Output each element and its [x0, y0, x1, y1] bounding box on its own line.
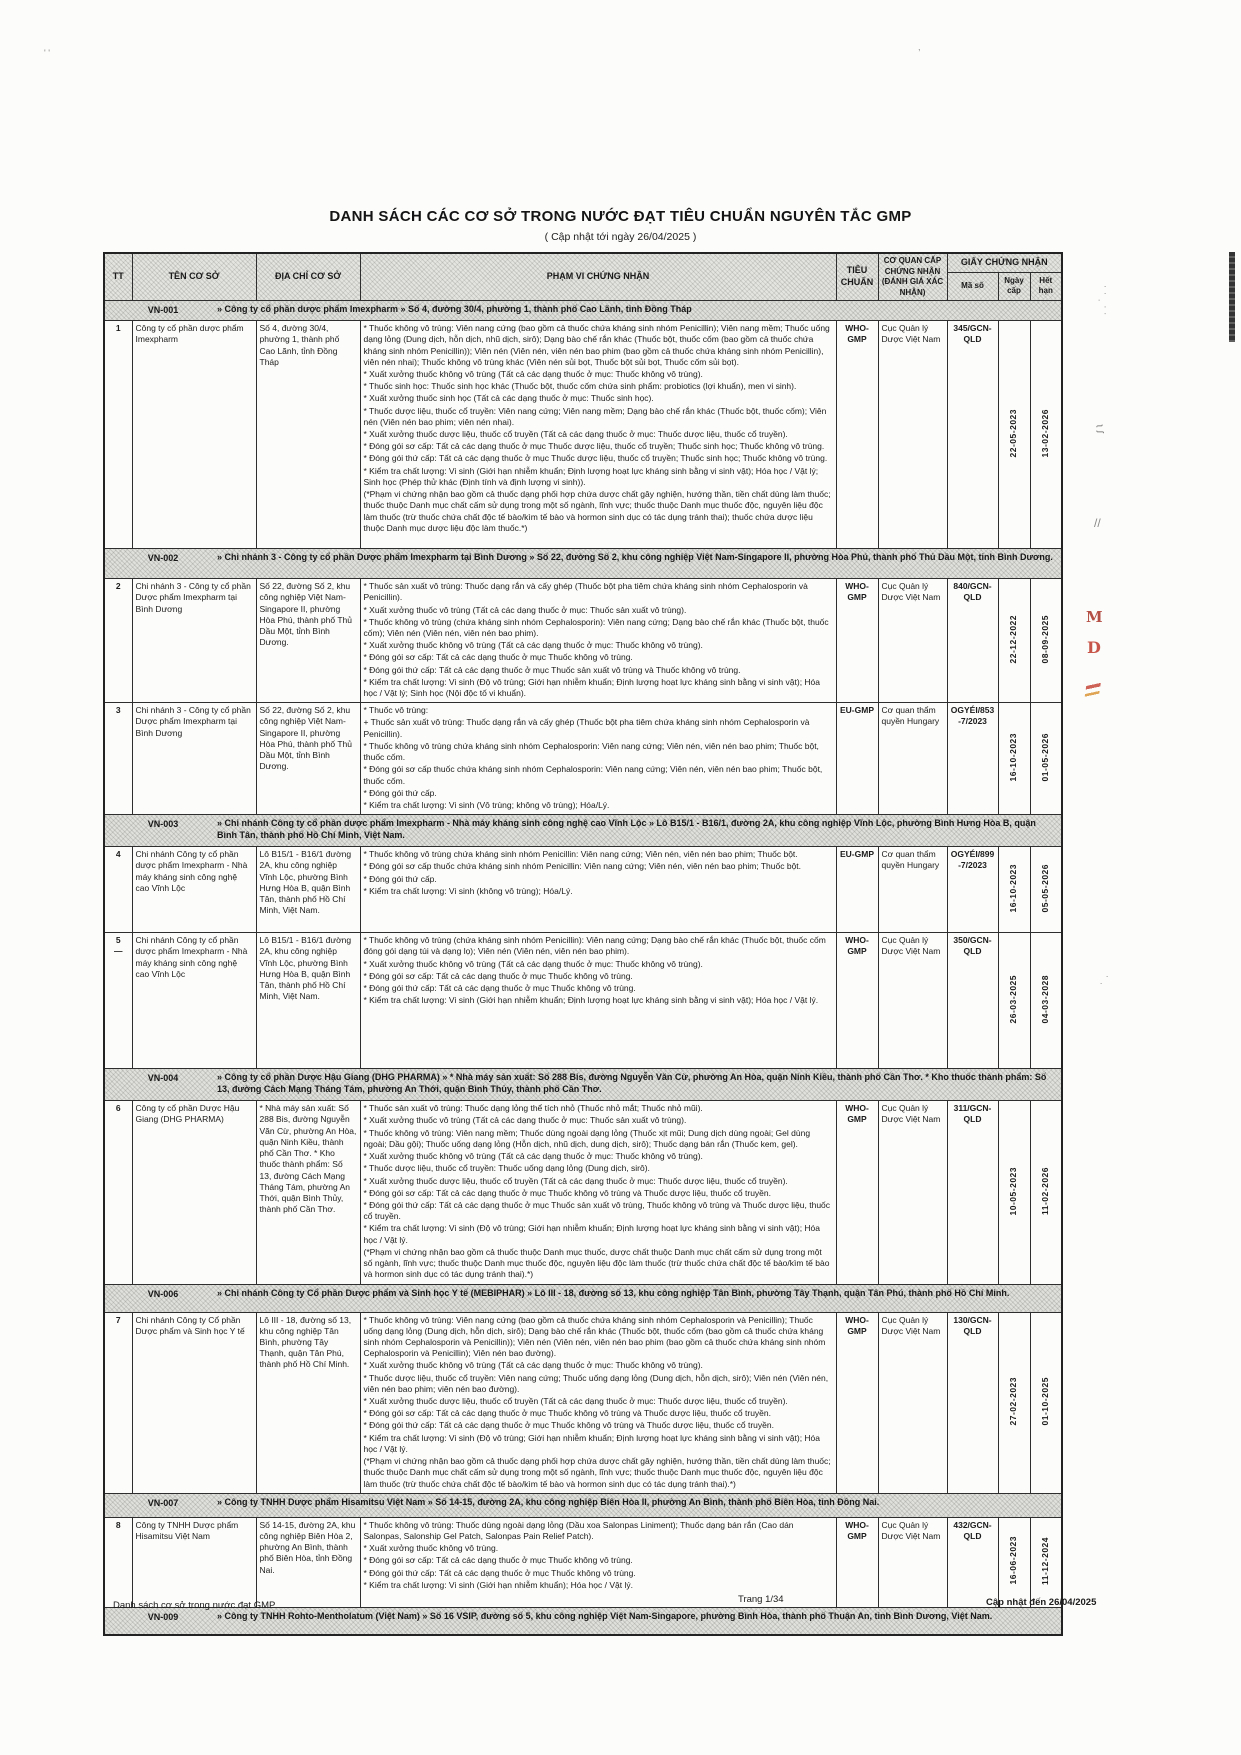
certificate-code-cell: 130/GCN-QLD: [947, 1312, 998, 1493]
facility-address-cell: Số 22, đường Số 2, khu công nghiệp Việt Nam-Singapore II, phường Hòa Phú, thành phố Thủ Dầu Một, tỉnh Bình Dương.: [256, 579, 360, 703]
scan-speck-artifact: ʹ ʹ: [44, 48, 50, 58]
issued-date-cell: [998, 1101, 1030, 1284]
scope-line: * Kiểm tra chất lượng: Vi sinh (Giới hạn nhiễm khuẩn; Định lượng hoạt lực kháng sinh bằng vi sinh vật); Hóa học / Vật lý.: [363, 995, 819, 1006]
facility-name-cell: Công ty cổ phần dược phẩm Imexpharm: [132, 321, 256, 549]
expiry-date-text: 13-02-2026: [1040, 408, 1051, 458]
authority-cell: Cơ quan thẩm quyền Hungary: [878, 703, 947, 815]
scope-line: * Đóng gói sơ cấp: Tất cả các dạng thuốc ở mục Thuốc không vô trùng và Thuốc dược liệu, thuốc cổ truyền.: [363, 1187, 772, 1198]
scope-line: * Đóng gói thứ cấp: Tất cả các dạng thuốc ở mục Thuốc không vô trùng.: [363, 983, 636, 994]
section-code: VN-009: [147, 1611, 179, 1622]
section-title: » Chi nhánh Công ty cổ phần dược phẩm Imexpharm - Nhà máy kháng sinh công nghệ cao Vĩnh Lộc » Lô B15/1 - B16/1, đường 2A, khu công nghiệp Vĩnh Lộc, phường Bình Hưng Hòa B, quận Bình Tân, thành phố Hồ Chí Minh, Việt Nam.: [217, 818, 1036, 841]
issued-date-text: 26-03-2025: [1008, 974, 1019, 1024]
section-band-cell: [104, 1493, 1062, 1517]
header-cert-expiry: Hết hạn: [1030, 272, 1062, 301]
header-name: TÊN CƠ SỞ: [132, 253, 256, 301]
scope-line: * Kiểm tra chất lượng: Vi sinh (không vô trùng); Hóa/Lý.: [363, 885, 573, 896]
facility-number-cell: 7: [104, 1312, 132, 1493]
issued-date-text: 16-06-2023: [1008, 1536, 1019, 1585]
section-band-inner: [109, 552, 1057, 565]
issued-date-cell: [998, 1517, 1030, 1607]
scope-line: * Xuất xưởng thuốc dược liệu, thuốc cổ truyền (Tất cả các dạng thuốc ở mục: Thuốc dược liệu, thuốc cổ truyền).: [363, 429, 788, 440]
scope-line: * Đóng gói thứ cấp: Tất cả các dạng thuốc ở mục Thuốc sản xuất vô trùng và Thuốc không vô trùng.: [363, 664, 741, 675]
header-cert-code: Mã số: [947, 272, 998, 301]
certification-scope-cell: [360, 1312, 836, 1493]
section-band-cell: [104, 1069, 1062, 1101]
facility-number-mark: —: [114, 946, 123, 957]
facility-name-cell: Chi nhánh 3 - Công ty cổ phần Dược phẩm Imexpharm tại Bình Dương: [132, 703, 256, 815]
section-code: VN-007: [147, 1497, 179, 1508]
certificate-code-cell: 350/GCN-QLD: [947, 933, 998, 1069]
scope-line: * Kiểm tra chất lượng: Vi sinh (Độ vô trùng; Giới hạn nhiễm khuẩn; Định lượng hoạt lực kháng sinh bằng vi sinh vật); Hóa học / Vật lý; Sinh học (Nội độc tố vi khuẩn).: [363, 676, 821, 699]
section-band-inner: [109, 304, 1057, 317]
section-band-cell: [104, 549, 1062, 579]
scope-line: * Đóng gói sơ cấp: Tất cả các dạng thuốc ở mục Thuốc không vô trùng.: [363, 970, 633, 981]
issued-date-text: 22-12-2022: [1008, 614, 1019, 664]
scope-line: * Đóng gói thứ cấp.: [363, 873, 437, 884]
expiry-date-text: 01-10-2025: [1040, 1376, 1051, 1426]
certificate-code-cell: OGYÉI/853-7/2023: [947, 703, 998, 815]
section-band-inner: [109, 818, 1057, 842]
facility-row: [104, 321, 1062, 549]
standard-cell: WHO-GMP: [836, 1312, 878, 1493]
footer-updated-date: Cập nhật đến 26/04/2025: [986, 1597, 1097, 1608]
facility-name-cell: Chi nhánh Công ty cổ phần dược phẩm Imexpharm - Nhà máy kháng sinh công nghệ cao Vĩnh Lộc: [132, 847, 256, 933]
facility-row: [104, 847, 1062, 933]
standard-cell: WHO-GMP: [836, 1517, 878, 1607]
scope-line: * Đóng gói thứ cấp: Tất cả các dạng thuốc ở mục Thuốc dược liệu, thuốc cổ truyền; Thuốc sinh học; Thuốc không vô trùng.: [363, 453, 828, 464]
facility-number-cell: 8: [104, 1517, 132, 1607]
section-title: » Chi nhánh Công ty Cổ phần Dược phẩm và Sinh học Y tế (MEBIPHAR) » Lô III - 18, đường số 13, khu công nghiệp Tân Bình, phường Tây Thạnh, quận Tân Phú, thành phố Hồ Chí Minh.: [217, 1287, 1010, 1298]
issued-date-text: 16-10-2023: [1008, 732, 1019, 782]
header-tt: TT: [104, 253, 132, 301]
standard-cell: WHO-GMP: [836, 933, 878, 1069]
expiry-date-text: 11-12-2024: [1040, 1536, 1051, 1585]
scope-line: * Thuốc không vô trùng (chứa kháng sinh nhóm Penicillin): Viên nang cứng; Dạng bào chế rắn khác (Thuốc bột, thuốc cốm đóng gói dạng túi và dạng lọ); Viên nén (Viên nén, viên nén bao phim).: [363, 935, 826, 957]
section-title: » Công ty TNHH Rohto-Mentholatum (Việt Nam) » Số 16 VSIP, đường số 5, khu công nghiệp Việt Nam-Singapore, phường Bình Hòa, thành phố Thuận An, tỉnh Bình Dương, Việt Nam.: [217, 1610, 993, 1621]
scope-line: * Xuất xưởng thuốc không vô trùng (Tất cả các dạng thuốc ở mục: Thuốc không vô trùng).: [363, 640, 703, 651]
facility-row: [104, 1517, 1062, 1607]
facility-address-cell: Số 22, đường Số 2, khu công nghiệp Việt Nam-Singapore II, phường Hòa Phú, thành phố Thủ Dầu Một, tỉnh Bình Dương.: [256, 703, 360, 815]
document-subtitle: ( Cập nhật tới ngày 26/04/2025 ): [544, 231, 697, 243]
scan-margin-writing-artifact: ʅ ʃ: [1096, 425, 1105, 434]
section-band-inner: [109, 1611, 1057, 1624]
facility-number-cell: 1: [104, 321, 132, 549]
scan-margin-writing-artifact: ˈ ˌ: [1100, 975, 1109, 986]
section-band-inner: [109, 1072, 1057, 1096]
authority-cell: Cục Quản lý Dược Việt Nam: [878, 1312, 947, 1493]
issued-date-cell: [998, 933, 1030, 1069]
authority-cell: Cục Quản lý Dược Việt Nam: [878, 321, 947, 549]
scope-line: * Thuốc sinh học: Thuốc sinh học khác (Thuốc bột, thuốc cốm chứa sinh phẩm: probiotics (lợi khuẩn), men vi sinh).: [363, 381, 797, 392]
scope-line: (*Phạm vi chứng nhận bao gồm cả thuốc dạng phối hợp chứa dược chất gây nghiện, hướng thần, tiền chất dùng làm thuốc; thuốc thuộc Danh mục chất cấm sử dụng trong một số ngành, lĩnh vực; thuốc thuộc Danh mục thuốc độc, nguyên liệu độc làm thuốc (trừ thuốc chứa chất độc tế bào/kìm tế bào và hormon sinh dục có tác dụng tránh thai).*): [363, 1456, 831, 1489]
scope-line: * Thuốc không vô trùng chứa kháng sinh nhóm Penicillin: Viên nang cứng; Viên nén, viên nén bao phim; Thuốc bột.: [363, 849, 798, 860]
expiry-date-cell: [1030, 1312, 1062, 1493]
standard-cell: WHO-GMP: [836, 579, 878, 703]
certification-scope-cell: [360, 1101, 836, 1284]
section-band: [104, 1284, 1062, 1312]
issued-date-text: 27-02-2023: [1008, 1376, 1019, 1426]
section-title: » Công ty cổ phần Dược Hậu Giang (DHG PHARMA) » * Nhà máy sản xuất: Số 288 Bis, đường Nguyễn Văn Cừ, phường An Hòa, quận Ninh Kiều, thành phố Cần Thơ. * Kho thuốc thành phẩm: Số 13, đường Cách Mạng Tháng Tám, phường An Thới, quận Bình Thủy, thành phố Cần Thơ.: [217, 1072, 1047, 1095]
header-certificate: GIẤY CHỨNG NHẬN: [947, 253, 1062, 272]
section-band-inner: [109, 1288, 1057, 1301]
standard-cell: EU-GMP: [836, 847, 878, 933]
certification-scope-cell: [360, 847, 836, 933]
facility-row: [104, 1312, 1062, 1493]
scope-line: * Kiểm tra chất lượng: Vi sinh (Giới hạn nhiễm khuẩn; Định lượng hoạt lực kháng sinh bằng vi sinh vật); Hóa học / Vật lý; Sinh học (Phép thử khác (Định tính và định lượng vi sinh)).: [363, 465, 819, 487]
scope-line: * Thuốc không vô trùng: Thuốc dùng ngoài dạng lỏng (Dầu xoa Salonpas Liniment); Thuốc dạng bán rắn (Cao dán Salonpas, Salonship Gel Patch, Salonpas Pain Relief Patch).: [363, 1519, 794, 1541]
document-title: DANH SÁCH CÁC CƠ SỞ TRONG NƯỚC ĐẠT TIÊU CHUẨN NGUYÊN TẮC GMP: [329, 208, 912, 225]
scope-line: * Xuất xưởng thuốc vô trùng (Tất cả các dạng thuốc ở mục: Thuốc sản xuất vô trùng).: [363, 1115, 687, 1126]
issued-date-cell: [998, 1312, 1030, 1493]
facility-name-cell: Chi nhánh 3 - Công ty cổ phần Dược phẩm Imexpharm tại Bình Dương: [132, 579, 256, 703]
scope-line: * Thuốc vô trùng:: [363, 705, 429, 716]
section-band: [104, 1493, 1062, 1517]
certificate-code-cell: OGYÉI/899-7/2023: [947, 847, 998, 933]
section-band-cell: [104, 1607, 1062, 1635]
expiry-date-cell: [1030, 703, 1062, 815]
scope-line: * Xuất xưởng thuốc dược liệu, thuốc cổ truyền (Tất cả các dạng thuốc ở mục: Thuốc dược liệu, thuốc cổ truyền).: [363, 1396, 788, 1407]
facility-address-cell: Số 14-15, đường 2A, khu công nghiệp Biên Hòa 2, phường An Bình, thành phố Biên Hòa, tỉnh Đồng Nai.: [256, 1517, 360, 1607]
facility-number-cell: 2: [104, 579, 132, 703]
standard-cell: EU-GMP: [836, 703, 878, 815]
expiry-date-text: 08-09-2025: [1040, 614, 1051, 664]
facility-address-cell: * Nhà máy sản xuất: Số 288 Bis, đường Nguyễn Văn Cừ, phường An Hòa, quận Ninh Kiều, thành phố Cần Thơ. * Kho thuốc thành phẩm: Số 13, đường Cách Mạng Tháng Tám, phường An Thới, quận Bình Thủy, thành phố Cần Thơ.: [256, 1101, 360, 1284]
scan-slash-marks-artifact: //: [1094, 516, 1101, 530]
expiry-date-cell: [1030, 847, 1062, 933]
facility-name-cell: Công ty TNHH Dược phẩm Hisamitsu Việt Nam: [132, 1517, 256, 1607]
certificate-code-cell: 432/GCN-QLD: [947, 1517, 998, 1607]
expiry-date-cell: [1030, 1517, 1062, 1607]
authority-cell: Cục Quản lý Dược Việt Nam: [878, 579, 947, 703]
facility-row: [104, 1101, 1062, 1284]
scope-line: * Thuốc sản xuất vô trùng: Thuốc dạng lỏng thể tích nhỏ (Thuốc nhỏ mắt; Thuốc nhỏ mũi).: [363, 1103, 703, 1114]
scope-line: * Xuất xưởng thuốc không vô trùng (Tất cả các dạng thuốc ở mục: Thuốc không vô trùng).: [363, 958, 703, 969]
section-band: [104, 301, 1062, 321]
header-authority: CƠ QUAN CẤP CHỨNG NHẬN (ĐÁNH GIÁ XÁC NHẬN): [878, 253, 947, 301]
scope-line: * Đóng gói sơ cấp thuốc chứa kháng sinh nhóm Penicillin: Viên nang cứng; Viên nén, viên nén bao phim; Thuốc bột.: [363, 861, 802, 872]
section-code: VN-001: [147, 305, 179, 316]
certification-scope-cell: [360, 579, 836, 703]
expiry-date-text: 04-03-2028: [1040, 974, 1051, 1024]
scope-line: + Thuốc sản xuất vô trùng: Thuốc dạng rắn và cấy ghép (Thuốc bột pha tiêm chứa kháng sinh nhóm Cephalosporin và Penicillin).: [363, 717, 810, 739]
facility-address-cell: Lô III - 18, đường số 13, khu công nghiệp Tân Bình, phường Tây Thạnh, quận Tân Phú, thành phố Hồ Chí Minh.: [256, 1312, 360, 1493]
scope-line: * Xuất xưởng thuốc không vô trùng (Tất cả các dạng thuốc ở mục: Thuốc không vô trùng).: [363, 1360, 703, 1371]
section-code: VN-003: [147, 819, 179, 830]
scope-line: * Kiểm tra chất lượng: Vi sinh (Độ vô trùng; Giới hạn nhiễm khuẩn; Định lượng hoạt lực kháng sinh bằng vi sinh vật); Hóa học / Vật lý.: [363, 1432, 821, 1454]
authority-cell: Cục Quản lý Dược Việt Nam: [878, 1517, 947, 1607]
scope-line: * Thuốc không vô trùng (chứa kháng sinh nhóm Cephalosporin): Viên nang cứng; Dạng bào chế rắn khác (Thuốc bột, thuốc cốm); Viên nén (Viên nén, viên nén bao phim).: [363, 616, 829, 638]
certificate-code-cell: 311/GCN-QLD: [947, 1101, 998, 1284]
facility-number-cell: 6: [104, 1101, 132, 1284]
scope-line: * Kiểm tra chất lượng: Vi sinh (Giới hạn nhiễm khuẩn); Hóa học / Vật lý.: [363, 1579, 633, 1590]
issued-date-text: 16-10-2023: [1008, 863, 1019, 913]
scope-line: * Xuất xưởng thuốc không vô trùng.: [363, 1543, 499, 1554]
expiry-date-cell: [1030, 321, 1062, 549]
issued-date-text: 22-05-2023: [1008, 408, 1019, 458]
certification-scope-cell: [360, 321, 836, 549]
header-address: ĐỊA CHỈ CƠ SỞ: [256, 253, 360, 301]
header-standard: TIÊU CHUẨN: [836, 253, 878, 301]
standard-cell: WHO-GMP: [836, 321, 878, 549]
certificate-code-cell: 840/GCN-QLD: [947, 579, 998, 703]
scope-line: * Đóng gói sơ cấp: Tất cả các dạng thuốc ở mục Thuốc dược liệu, thuốc cổ truyền; Thuốc sinh học; Thuốc không vô trùng.: [363, 441, 825, 452]
facility-name-cell: Công ty cổ phần Dược Hậu Giang (DHG PHARMA): [132, 1101, 256, 1284]
scan-edge-bar-artifact: [1229, 252, 1235, 342]
expiry-date-cell: [1030, 1101, 1062, 1284]
section-band: [104, 549, 1062, 579]
scan-speck-artifact: ,: [918, 42, 921, 52]
scope-line: * Đóng gói thứ cấp.: [363, 787, 437, 798]
scope-line: * Thuốc sản xuất vô trùng: Thuốc dạng rắn và cấy ghép (Thuốc bột pha tiêm chứa kháng sinh nhóm Cephalosporin và Penicillin).: [363, 581, 808, 603]
table-header: [104, 253, 1062, 301]
scope-line: * Đóng gói thứ cấp: Tất cả các dạng thuốc ở mục Thuốc không vô trùng.: [363, 1567, 636, 1578]
scope-line: * Xuất xưởng thuốc dược liệu, thuốc cổ truyền (Tất cả các dạng thuốc ở mục: Thuốc dược liệu, thuốc cổ truyền).: [363, 1175, 788, 1186]
expiry-date-text: 11-02-2026: [1040, 1166, 1051, 1215]
header-cert-issued: Ngày cấp: [998, 272, 1030, 301]
scope-line: * Thuốc dược liệu, thuốc cổ truyền: Thuốc uống dạng lỏng (Dung dịch, sirô).: [363, 1163, 650, 1174]
gmp-table-body: [104, 301, 1062, 1636]
authority-cell: Cơ quan thẩm quyền Hungary: [878, 847, 947, 933]
scope-line: (*Phạm vi chứng nhận bao gồm cả thuốc dạng phối hợp chứa dược chất gây nghiện, hướng thần, tiền chất dùng làm thuốc; thuốc thuộc Danh mục chất cấm sử dụng trong một số ngành, lĩnh vực; thuốc thuộc Danh mục thuốc độc, nguyên liệu độc làm thuốc (trừ thuốc chứa chất độc tế bào/kìm tế bào và hormon sinh dục có tác dụng tránh thai); thuốc chứa dược liệu thuộc Danh mục dược liệu độc làm thuốc.*): [363, 489, 831, 533]
certification-scope-cell: [360, 703, 836, 815]
section-band-inner: [109, 1497, 1057, 1510]
section-title: » Chi nhánh 3 - Công ty cổ phần Dược phẩm Imexpharm tại Bình Dương » Số 22, đường Số 2, khu công nghiệp Việt Nam-Singapore II, phường Hòa Phú, thành phố Thủ Dầu Một, tỉnh Bình Dương.: [217, 552, 1053, 563]
facility-row: [104, 933, 1062, 1069]
facility-number-cell: 4: [104, 847, 132, 933]
section-title: » Công ty TNHH Dược phẩm Hisamitsu Việt Nam » Số 14-15, đường 2A, khu công nghiệp Biên Hòa II, phường An Bình, thành phố Biên Hòa, tỉnh Đồng Nai.: [217, 1496, 880, 1507]
facility-row: [104, 703, 1062, 815]
scope-line: * Thuốc không vô trùng chứa kháng sinh nhóm Cephalosporin: Viên nang cứng; Viên nén, viên nén bao phim; Thuốc bột, thuốc cốm.: [363, 740, 819, 763]
scope-line: * Xuất xưởng thuốc sinh học (Tất cả các dạng thuốc ở mục: Thuốc sinh học).: [363, 393, 654, 404]
issued-date-cell: [998, 579, 1030, 703]
scope-line: * Kiểm tra chất lượng: Vi sinh (Vô trùng; không vô trùng); Hóa/Lý.: [363, 800, 610, 810]
scope-line: * Xuất xưởng thuốc vô trùng (Tất cả các dạng thuốc ở mục: Thuốc sản xuất vô trùng).: [363, 604, 687, 615]
facility-name-cell: Chi nhánh Công ty Cổ phần Dược phẩm và Sinh học Y tế: [132, 1312, 256, 1493]
facility-name-cell: Chi nhánh Công ty cổ phần dược phẩm Imexpharm - Nhà máy kháng sinh công nghệ cao Vĩnh Lộc: [132, 933, 256, 1069]
scope-line: * Kiểm tra chất lượng: Vi sinh (Độ vô trùng; Giới hạn nhiễm khuẩn; Định lượng hoạt lực kháng sinh bằng vi sinh vật); Hóa học / Vật lý.: [363, 1223, 821, 1245]
scope-line: * Xuất xưởng thuốc không vô trùng (Tất cả các dạng thuốc ở mục: Thuốc không vô trùng).: [363, 368, 703, 379]
scope-line: * Đóng gói sơ cấp: Tất cả các dạng thuốc ở mục Thuốc không vô trùng.: [363, 1555, 633, 1566]
footer-document-name: Danh sách cơ sở trong nước đạt GMP: [113, 1600, 276, 1611]
section-band: [104, 815, 1062, 847]
authority-cell: Cục Quản lý Dược Việt Nam: [878, 933, 947, 1069]
section-band-cell: [104, 1284, 1062, 1312]
scope-line: * Đóng gói sơ cấp thuốc chứa kháng sinh nhóm Cephalosporin: Viên nang cứng; Viên nén, viên nén bao phim; Thuốc bột, thuốc cốm.: [363, 764, 823, 786]
expiry-date-text: 01-05-2026: [1040, 732, 1051, 782]
section-band-cell: [104, 301, 1062, 321]
scope-line: * Đóng gói sơ cấp: Tất cả các dạng thuốc ở mục Thuốc không vô trùng và Thuốc dược liệu, thuốc cổ truyền.: [363, 1408, 772, 1419]
scope-line: * Đóng gói thứ cấp: Tất cả các dạng thuốc ở mục Thuốc sản xuất vô trùng, Thuốc không vô trùng và Thuốc dược liệu, thuốc cổ truyền.: [363, 1199, 831, 1222]
expiry-date-cell: [1030, 579, 1062, 703]
header-scope: PHẠM VI CHỨNG NHẬN: [360, 253, 836, 301]
footer-page-number: Trang 1/34: [738, 1594, 784, 1605]
scope-line: * Thuốc dược liệu, thuốc cổ truyền: Viên nang cứng; Viên nang mềm; Dạng bào chế rắn khác (Thuốc bột, thuốc cốm); Viên nén (Viên nén bao phim; viên nén nhai).: [363, 405, 827, 427]
scope-line: * Xuất xưởng thuốc không vô trùng (Tất cả các dạng thuốc ở mục: Thuốc không vô trùng).: [363, 1151, 703, 1162]
certificate-code-cell: 345/GCN-QLD: [947, 321, 998, 549]
facility-address-cell: Lô B15/1 - B16/1 đường 2A, khu công nghiệp Vĩnh Lộc, phường Bình Hưng Hòa B, quận Bình Tân, thành phố Hồ Chí Minh, Việt Nam.: [256, 847, 360, 933]
scope-line: (*Phạm vi chứng nhận bao gồm cả thuốc thuộc Danh mục thuốc, dược chất thuộc Danh mục chất cấm sử dụng trong một số ngành, lĩnh vực; thuốc thuộc Danh mục thuốc độc, nguyên liệu độc làm thuốc (trừ thuốc chứa chất độc tế bào/kìm tế bào và hormon sinh dục có tác dụng tránh thai).*): [363, 1246, 830, 1280]
section-code: VN-006: [147, 1288, 179, 1299]
scope-line: * Thuốc không vô trùng: Viên nang cứng (bao gồm cả thuốc chứa kháng sinh nhóm Cephalosporin và Penicillin); Thuốc uống dạng lỏng (Dung dịch, hỗn dịch, sirô); Dạng bào chế rắn khác (Thuốc bột, thuốc cốm (bao gồm cả thuốc chứa kháng sinh nhóm Cephalosporin và Penicillin)); Viên nén (Viên nén, viên nén bao phim (bao gồm cả thuốc chứa kháng sinh nhóm Cephalosporin và Penicillin); Viên nén bao đường).: [363, 1314, 826, 1359]
scan-color-scribble-artifact: [1083, 667, 1102, 709]
section-code: VN-004: [147, 1073, 179, 1084]
section-code: VN-002: [147, 553, 179, 564]
expiry-date-cell: [1030, 933, 1062, 1069]
authority-cell: Cục Quản lý Dược Việt Nam: [878, 1101, 947, 1284]
certification-scope-cell: [360, 933, 836, 1069]
issued-date-text: 10-05-2023: [1008, 1166, 1019, 1215]
section-band: [104, 1069, 1062, 1101]
scope-line: * Đóng gói sơ cấp: Tất cả các dạng thuốc ở mục Thuốc không vô trùng.: [363, 652, 633, 663]
section-band-cell: [104, 815, 1062, 847]
facility-row: [104, 579, 1062, 703]
issued-date-cell: [998, 703, 1030, 815]
issued-date-cell: [998, 321, 1030, 549]
scope-line: * Đóng gói thứ cấp: Tất cả các dạng thuốc ở mục Thuốc không vô trùng và Thuốc dược liệu, thuốc cổ truyền.: [363, 1420, 774, 1431]
facility-number-cell: 5 —: [104, 933, 132, 1069]
facility-address-cell: Lô B15/1 - B16/1 đường 2A, khu công nghiệp Vĩnh Lộc, phường Bình Hưng Hòa B, quận Bình Tân, thành phố Hồ Chí Minh, Việt Nam.: [256, 933, 360, 1069]
section-title: » Công ty cổ phần dược phẩm Imexpharm » Số 4, đường 30/4, phường 1, thành phố Cao Lãnh, tỉnh Đồng Tháp: [217, 304, 692, 315]
facility-address-cell: Số 4, đường 30/4, phường 1, thành phố Cao Lãnh, tỉnh Đồng Tháp: [256, 321, 360, 549]
gmp-facility-table: [103, 252, 1063, 1636]
facility-number-cell: 3: [104, 703, 132, 815]
scan-red-letter-m-artifact: M: [1086, 608, 1103, 626]
issued-date-cell: [998, 847, 1030, 933]
scan-red-letter-d-artifact: D: [1087, 638, 1101, 657]
scope-line: * Thuốc không vô trùng: Viên nang mềm; Thuốc dùng ngoài dạng lỏng (Thuốc xịt mũi; Dung dịch dùng ngoài; Gel dùng ngoài; Dầu gội); Thuốc uống dạng lỏng (Hỗn dịch, nhũ dịch, dung dịch, sirô); Thuốc dạng bán rắn (Thuốc kem, gel).: [363, 1127, 811, 1149]
section-band: [104, 1607, 1062, 1635]
scan-margin-writing-artifact: ˈ ˈ ˌ ˈ ˈ: [1098, 285, 1107, 317]
standard-cell: WHO-GMP: [836, 1101, 878, 1284]
scope-line: * Thuốc dược liệu, thuốc cổ truyền: Viên nang cứng; Thuốc uống dạng lỏng (Dung dịch, hỗn dịch, sirô); Viên nén (Viên nén, viên nén bao phim; viên nén bao đường).: [363, 1372, 829, 1394]
expiry-date-text: 05-05-2026: [1040, 863, 1051, 913]
scope-line: * Thuốc không vô trùng: Viên nang cứng (bao gồm cả thuốc chứa kháng sinh nhóm Penicillin); Viên nang mềm; Thuốc uống dạng lỏng (Dung dịch, hỗn dịch, nhũ dịch, sirô); Dạng bào chế rắn khác (Thuốc bột, thuốc cốm (bao gồm cả thuốc chứa kháng sinh nhóm Penicillin)); Viên nén (Viên nén, viên nén bao phim (bao gồm cả thuốc chứa kháng sinh nhóm Penicillin), viên nén nhai); Thuốc không vô trùng khác (Viên nén sủi bọt, Thuốc bột sủi bọt, Thuốc cốm sủi bọt).: [363, 323, 830, 367]
